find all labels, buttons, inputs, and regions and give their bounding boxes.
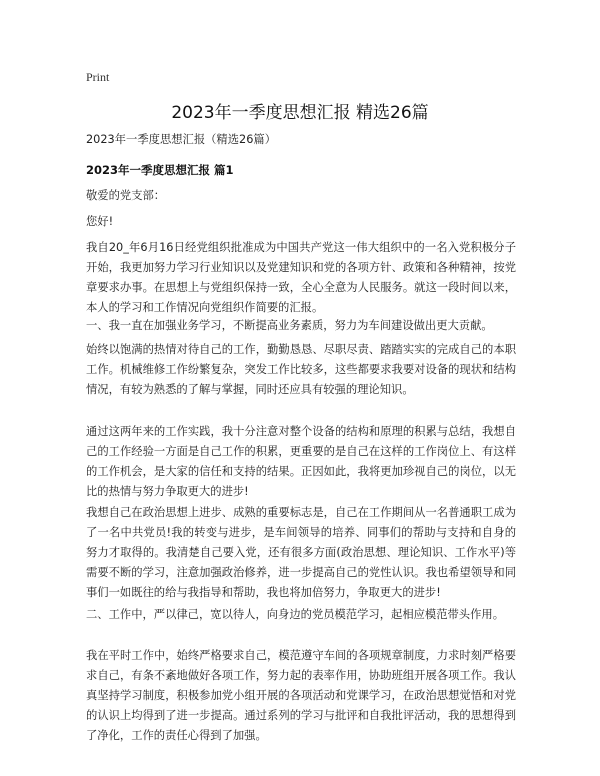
page-title: 2023年一季度思想汇报 精选26篇 <box>171 103 429 123</box>
paragraph-7: 我在平时工作中，始终严格要求自己，模范遵守车间的各项规章制度，力求时刻严格要求自己，有条不紊地做好各项工作，努力起的表率作用，协助班组开展各项工作。我认真坚持学习制度，积极参加党小组开展的各项活动和党课学习，在政治思想觉悟和对党的认识上均得到了进一步提高。通过系列的学习与批评和自我批评活动，我的思想得到了净化，工作的责任心得到了加强。 <box>86 649 516 742</box>
section-heading: 2023年一季度思想汇报 篇1 <box>86 163 234 177</box>
greeting: 您好! <box>86 215 114 228</box>
paragraph-4: 通过这两年来的工作实践，我十分注意对整个设备的结构和原理的积累与总结，我想自己的工作经验一方面是自己工作的积累，更重要的是自己在这样的工作岗位上、有这样的工作机会，是大家的信任和支持的结果。正因如此，我将更加珍视自己的岗位，以无比的热情与努力争取更大的进步! <box>86 425 516 498</box>
paragraph-2: 一、我一直在加强业务学习，不断提高业务素质，努力为车间建设做出更大贡献。 <box>86 319 493 332</box>
paragraph-6: 二、工作中，严以律己，宽以待人，向身边的党员模范学习，起相应模范带头作用。 <box>86 608 504 621</box>
paragraph-5: 我想自己在政治思想上进步、成熟的重要标志是，自己在工作期间从一名普通职工成为了一名中共党员!我的转变与进步，是车间领导的培养、同事们的帮助与支持和自身的努力才取得的。我清楚自己要入党，还有很多方面(政治思想、理论知识、工作水平)等需要不断的学习，注意加强政治修养，进一步提高自己的党性认识。我也希望领导和同事们一如既往的给与我指导和帮助，我也将加倍努力，争取更大的进步! <box>86 506 516 599</box>
paragraph-3: 始终以饱满的热情对待自己的工作，勤勤恳恳、尽职尽责、踏踏实实的完成自己的本职工作。机械维修工作纷繁复杂，突发工作比较多，这些都要求我要对设备的现状和结构情况，有较为熟悉的了解与掌握，同时还应具有较强的理论知识。 <box>86 343 516 396</box>
document-subtitle: 2023年一季度思想汇报（精选26篇） <box>86 133 276 146</box>
paragraph-1: 我自20_年6月16日经党组织批准成为中国共产党这一伟大组织中的一名入党积极分子开始，我更加努力学习行业知识以及党建知识和党的各项方针、政策和各种精神，按党章要求办事。在思想上与党组织保持一致，全心全意为人民服务。就这一段时间以来，本人的学习和工作情况向党组织作简要的汇报。 <box>86 241 516 314</box>
print-label[interactable]: Print <box>86 70 110 84</box>
salutation: 敬爱的党支部： <box>86 189 166 202</box>
